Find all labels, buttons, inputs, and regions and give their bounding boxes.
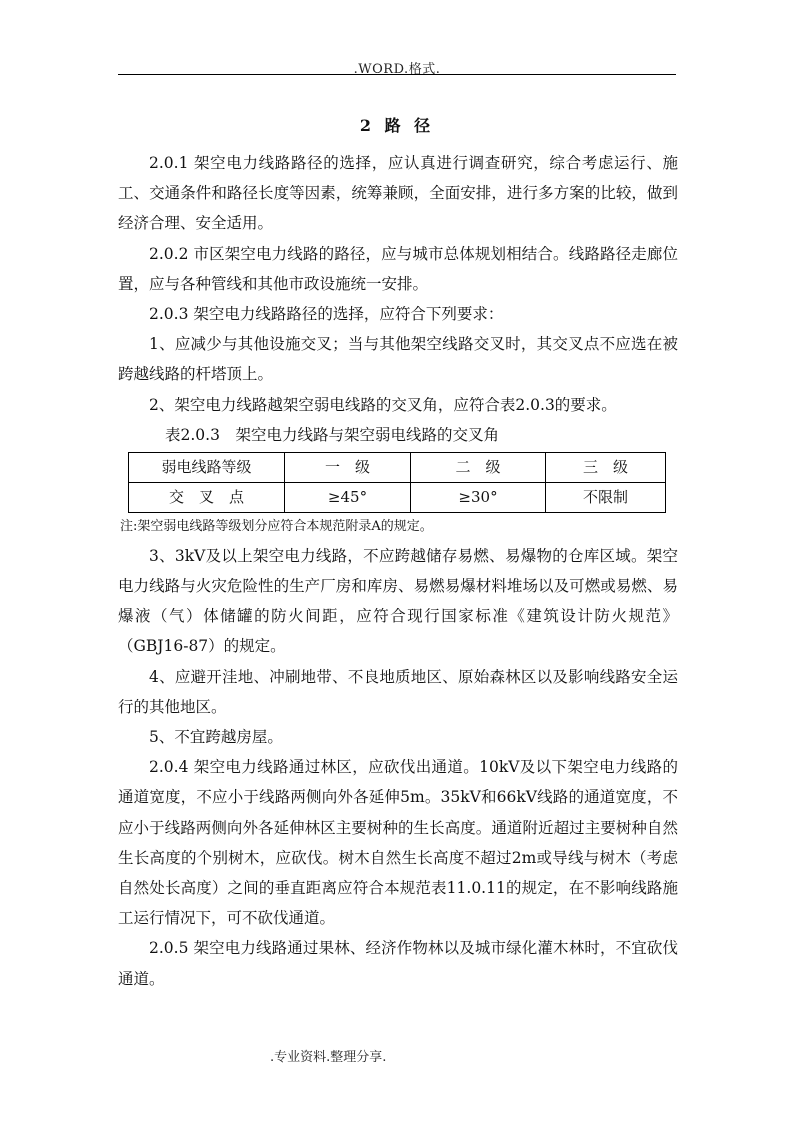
table-note: 注:架空弱电线路等级划分应符合本规范附录A的规定。 [120, 518, 433, 534]
requirement-2: 2、架空电力线路越架空弱电线路的交叉角，应符合表2.0.3的要求。 [149, 395, 617, 414]
table-header-cell: 二 级 [411, 452, 546, 482]
clause-2-0-4: 2.0.4 架空电力线路通过林区，应砍伐出通道。10kV及以下架空电力线路的通道宽度，不应小于线路两侧向外各延伸5m。35kV和66kV线路的通道宽度，不应小于线路两侧向外各延伸林区主要树种的生长高度。通道附近超过主要树种自然生长高度的个别树木，应砍伐。树木自然生长高度不超过2m或导线与树木（考虑自然处长高度）之间的垂直距离应符合本规范表11.0.11的规定，在不影响线路施工运行情况下，可不砍伐通道。 [118, 758, 678, 928]
table-cell: 不限制 [546, 482, 666, 512]
table-header-row [129, 452, 666, 482]
table-header-cell: 弱电线路等级 [129, 452, 285, 482]
clause-2-0-2: 2.0.2 市区架空电力线路的路径，应与城市总体规划相结合。线路路径走廊位置，应与各种管线和其他市政设施统一安排。 [118, 244, 678, 293]
clause-2-0-1: 2.0.1 架空电力线路路径的选择，应认真进行调查研究，综合考虑运行、施工、交通条件和路径长度等因素，统筹兼顾，全面安排，进行多方案的比较，做到经济合理、安全适用。 [118, 154, 678, 233]
table-cell: ≥30° [411, 482, 546, 512]
table-row [129, 482, 666, 512]
document-body [118, 148, 678, 994]
table-cell: ≥45° [285, 482, 411, 512]
page-header: .WORD.格式. [353, 62, 441, 77]
table-header-cell: 三 级 [546, 452, 666, 482]
section-title: 2 路 径 [359, 116, 435, 135]
header-divider [118, 74, 676, 75]
table-cell: 交 叉 点 [129, 482, 285, 512]
table-header-cell: 一 级 [285, 452, 411, 482]
clause-2-0-5: 2.0.5 架空电力线路通过果林、经济作物林以及城市绿化灌木林时，不宜砍伐通道。 [118, 939, 678, 988]
requirement-3: 3、3kV及以上架空电力线路，不应跨越储存易燃、易爆物的仓库区域。架空电力线路与火灾危险性的生产厂房和库房、易燃易爆材料堆场以及可燃或易燃、易爆液（气）体储罐的防火间距，应符合现行国家标准《建筑设计防火规范》（GBJ16-87）的规定。 [118, 546, 678, 656]
clause-2-0-3: 2.0.3 架空电力线路路径的选择，应符合下列要求： [149, 305, 504, 324]
requirement-4: 4、应避开洼地、冲刷地带、不良地质地区、原始森林区以及影响线路安全运行的其他地区。 [118, 667, 678, 716]
requirement-5: 5、不宜跨越房屋。 [149, 728, 283, 747]
page-footer: .专业资料.整理分享. [270, 1050, 387, 1065]
requirement-1: 1、应减少与其他设施交叉；当与其他架空线路交叉时，其交叉点不应选在被跨越线路的杆塔顶上。 [118, 335, 678, 384]
crossing-angle-table [128, 452, 666, 513]
table-caption: 表2.0.3 架空电力线路与架空弱电线路的交叉角 [165, 425, 499, 444]
